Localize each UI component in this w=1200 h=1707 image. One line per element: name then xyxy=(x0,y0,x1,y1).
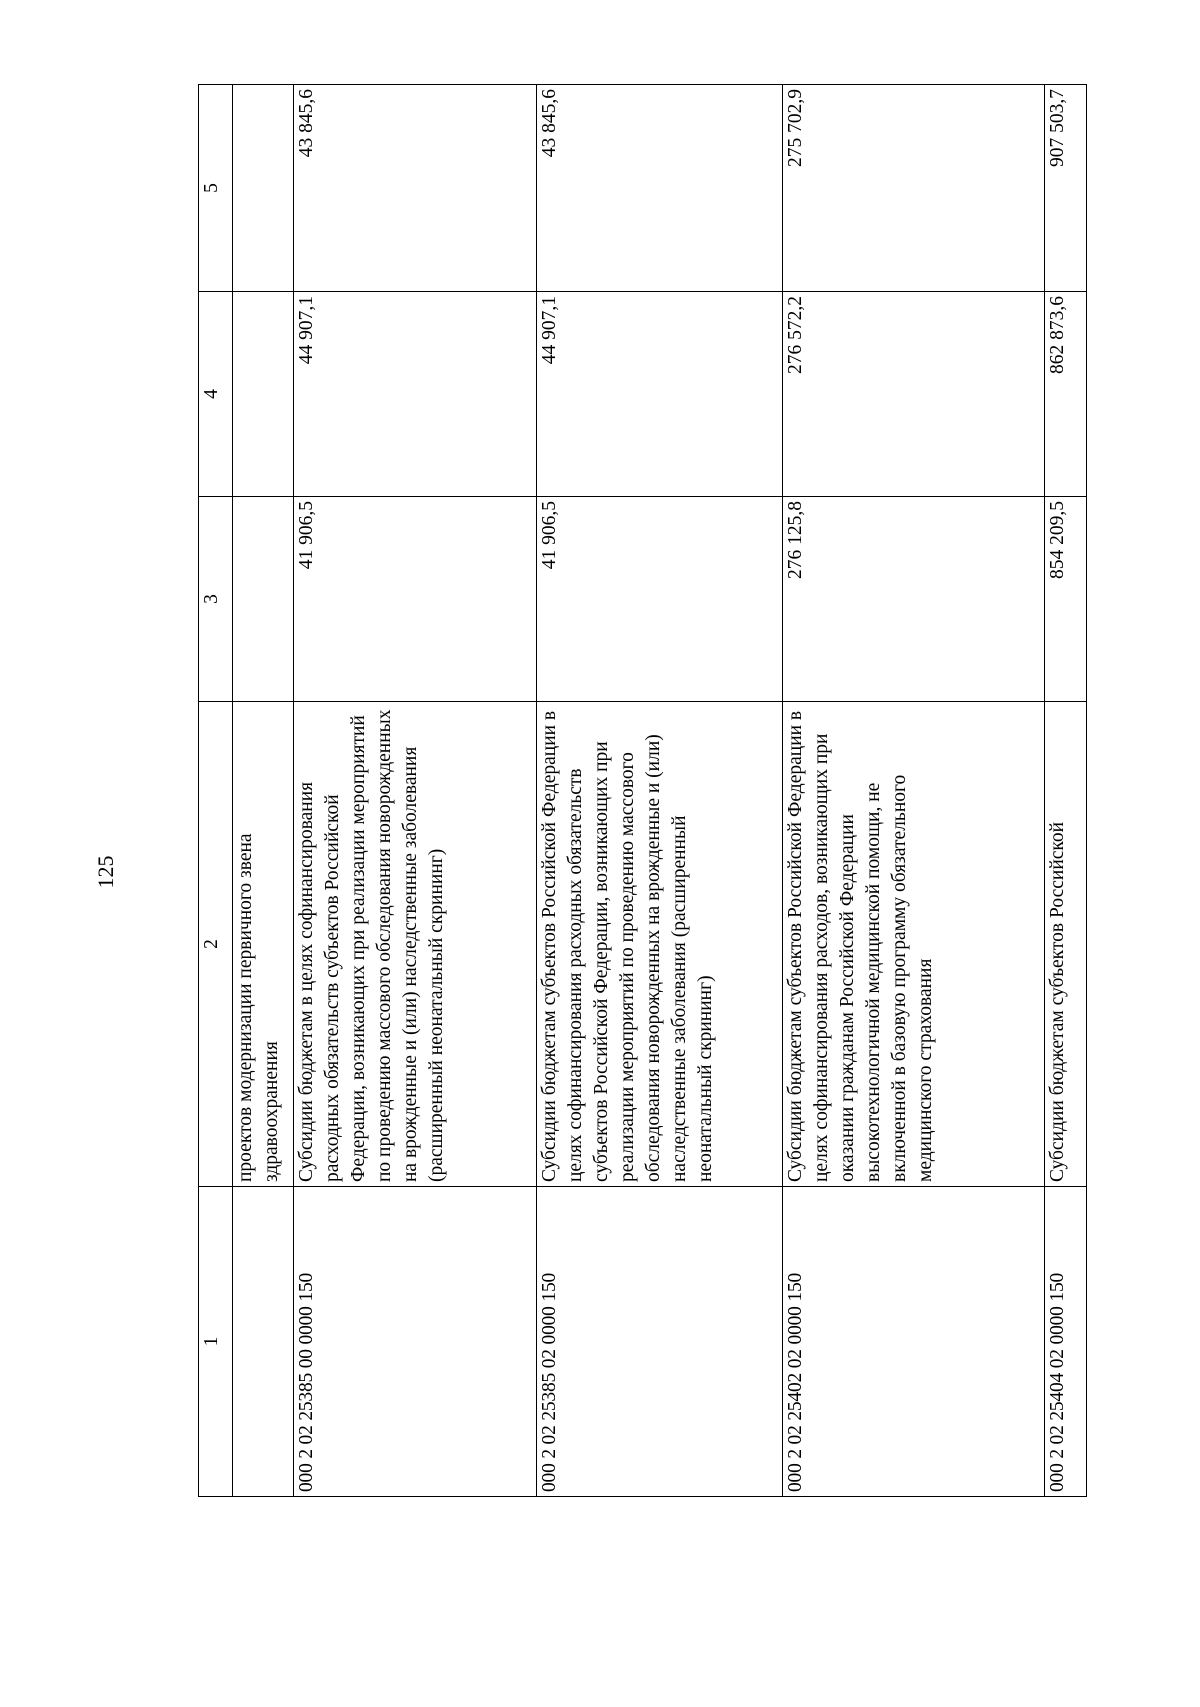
row-name: проектов модернизации первичного звена здравоохранения xyxy=(233,702,294,1187)
row-value-col4: 862 873,6 xyxy=(1044,292,1086,497)
table-row xyxy=(1044,85,1086,1497)
row-value-col4: 276 572,2 xyxy=(783,292,1045,497)
row-value-col4: 44 907,1 xyxy=(294,292,537,497)
row-value-col5: 43 845,6 xyxy=(537,85,783,292)
budget-table-rotated xyxy=(198,85,1087,1497)
column-header: 5 xyxy=(199,85,233,292)
row-value-col5: 275 702,9 xyxy=(783,85,1045,292)
row-code: 000 2 02 25404 02 0000 150 xyxy=(1044,1187,1086,1497)
row-value-col5: 907 503,7 xyxy=(1044,85,1086,292)
row-value-col3: 41 906,5 xyxy=(294,497,537,702)
row-value-col5: 43 845,6 xyxy=(294,85,537,292)
row-value-col3 xyxy=(233,497,294,702)
row-code: 000 2 02 25385 02 0000 150 xyxy=(537,1187,783,1497)
column-header: 4 xyxy=(199,292,233,497)
row-value-col3: 854 209,5 xyxy=(1044,497,1086,702)
row-value-col5 xyxy=(233,85,294,292)
row-name: Субсидии бюджетам в целях софинансирования расходных обязательств субъектов Российской Федерации, возникающих при реализации мероприятий по проведению массового обследования новорожденных на врожденные и (или) наследственные заболевания (расширенный неонатальный скрининг) xyxy=(294,702,537,1187)
table-row xyxy=(537,85,783,1497)
row-name: Субсидии бюджетам субъектов Российской Федерации в целях софинансирования расходов, возникающих при оказании гражданам Российской Федерации высокотехнологичной медицинской помощи, не включенной в базовую программу обязательного медицинского страхования xyxy=(783,702,1045,1187)
row-value-col3: 41 906,5 xyxy=(537,497,783,702)
column-header: 1 xyxy=(199,1187,233,1497)
page-number: 125 xyxy=(93,855,118,889)
row-name: Субсидии бюджетам субъектов Российской Федерации в целях софинансирования расходных обязательств субъектов Российской Федерации, возникающих при реализации мероприятий по проведению массового обследования новорожденных на врожденные и (или) наследственные заболевания (расширенный неонатальный скрининг) xyxy=(537,702,783,1187)
column-header: 3 xyxy=(199,497,233,702)
row-value-col4 xyxy=(233,292,294,497)
row-value-col4: 44 907,1 xyxy=(537,292,783,497)
row-code: 000 2 02 25402 02 0000 150 xyxy=(783,1187,1045,1497)
row-code xyxy=(233,1187,294,1497)
row-code: 000 2 02 25385 00 0000 150 xyxy=(294,1187,537,1497)
table-row xyxy=(294,85,537,1497)
row-name: Субсидии бюджетам субъектов Российской xyxy=(1044,702,1086,1187)
table-header-row xyxy=(199,85,233,1497)
table-row xyxy=(783,85,1045,1497)
table-row xyxy=(233,85,294,1497)
budget-table xyxy=(198,84,1087,1497)
column-header: 2 xyxy=(199,702,233,1187)
row-value-col3: 276 125,8 xyxy=(783,497,1045,702)
